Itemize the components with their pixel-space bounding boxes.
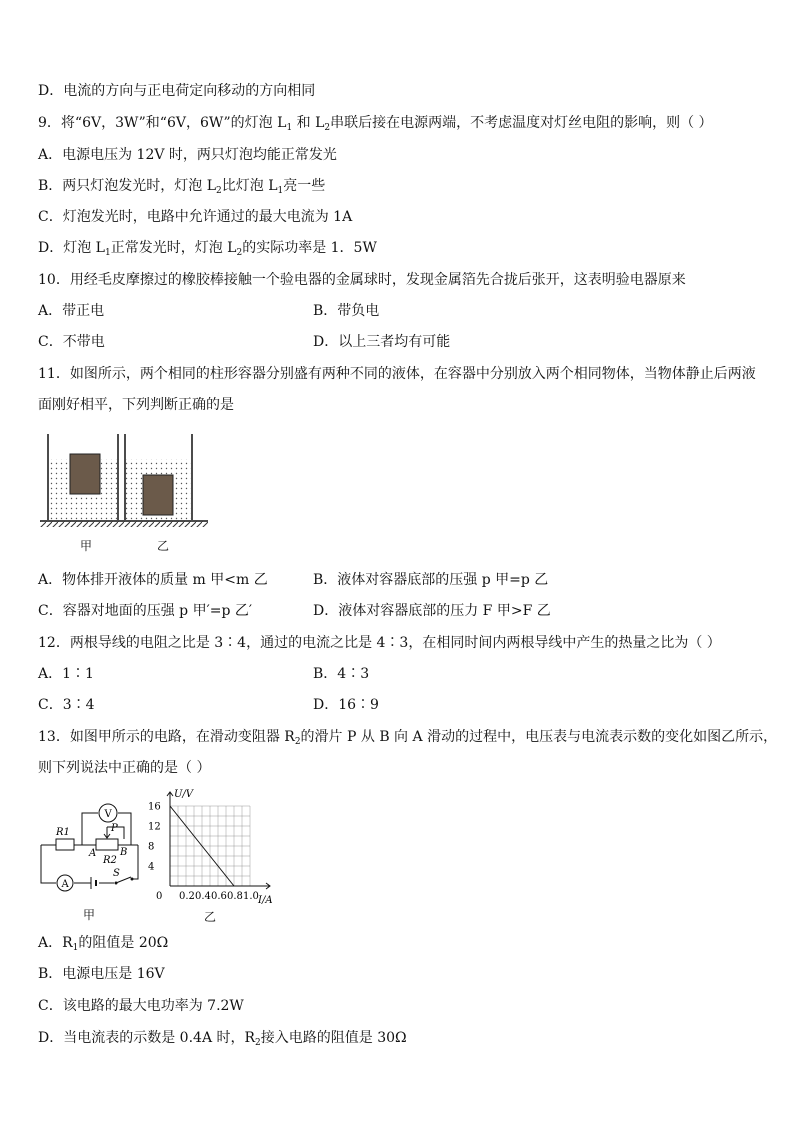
label-s: S bbox=[113, 868, 120, 879]
q13-stem-line2: 则下列说法中正确的是（ ） bbox=[38, 760, 211, 776]
q10-option-a: A．带正电 bbox=[38, 303, 105, 319]
x-tick-label: 0.4 bbox=[195, 891, 211, 902]
x-axis-label: I/A bbox=[258, 895, 273, 906]
q13-option-b: B．电源电压是 16V bbox=[38, 966, 165, 982]
object-yi bbox=[143, 475, 173, 515]
q9-stem: 9．将“6V，3W”和“6V，6W”的灯泡 $L_1$ 和 $L_2$串联后接在电源两端，不考虑温度对灯丝电阻的影响，则（ ） bbox=[38, 115, 713, 133]
q12-option-c: C．3∶4 bbox=[38, 697, 95, 713]
fig11-caption-yi: 乙 bbox=[157, 539, 170, 553]
containers-figure bbox=[40, 432, 210, 532]
y-tick-label: 16 bbox=[148, 801, 161, 813]
q13-stem-line1: 13．如图甲所示的电路，在滑动变阻器 $R_2$的滑片 P 从 B 向 A 滑动的过程中，电压表与电流表示数的变化如图乙所示， bbox=[38, 729, 778, 747]
u-i-graph bbox=[148, 786, 280, 906]
fig13-caption-jia: 甲 bbox=[83, 908, 96, 922]
q12-option-a: A．1∶1 bbox=[38, 666, 94, 682]
ground-hatch bbox=[40, 521, 208, 527]
y-tick-label: 8 bbox=[148, 841, 155, 853]
y-axis-label: U/V bbox=[174, 789, 194, 800]
q10-option-d: D．以上三者均有可能 bbox=[313, 334, 451, 350]
graph-grid bbox=[170, 806, 250, 886]
q13-option-a: A．$R_1$的阻值是 20Ω bbox=[38, 935, 169, 953]
origin-label: 0 bbox=[156, 891, 163, 902]
label-b-end: B bbox=[120, 847, 128, 858]
q13-option-d: D．当电流表的示数是 0.4A 时，$R_2$接入电路的阻值是 30Ω bbox=[38, 1030, 407, 1048]
x-tick-label: 1.0 bbox=[243, 891, 259, 902]
q11-stem-line2: 面刚好相平，下列判断正确的是 bbox=[38, 397, 234, 413]
q9-option-d: D．灯泡 $L_1$正常发光时，灯泡 $L_2$的实际功率是 1．5W bbox=[38, 240, 377, 258]
q12-option-b: B．4∶3 bbox=[313, 666, 370, 682]
q9-option-b: B．两只灯泡发光时，灯泡 $L_2$比灯泡 $L_1$亮一些 bbox=[38, 178, 326, 196]
voltmeter-label: V bbox=[104, 809, 112, 820]
q10-option-b: B．带负电 bbox=[313, 303, 380, 319]
q11-option-d: D．液体对容器底部的压力 F 甲>F 乙 bbox=[313, 603, 551, 619]
q9-option-a: A．电源电压为 12V 时，两只灯泡均能正常发光 bbox=[38, 147, 337, 163]
q11-stem-line1: 11．如图所示，两个相同的柱形容器分别盛有两种不同的液体，在容器中分别放入两个相同物体，当物体静止后两液 bbox=[38, 366, 756, 382]
q10-option-c: C．不带电 bbox=[38, 334, 105, 350]
object-jia bbox=[70, 454, 100, 494]
q9-option-c: C．灯泡发光时，电路中允许通过的最大电流为 1A bbox=[38, 209, 353, 225]
q13-option-c: C．该电路的最大电功率为 7.2W bbox=[38, 998, 244, 1014]
q12-option-d: D．16∶9 bbox=[313, 697, 379, 713]
y-tick-label: 12 bbox=[148, 821, 161, 833]
fig11-caption-jia: 甲 bbox=[80, 539, 93, 553]
resistor-r1 bbox=[56, 839, 74, 850]
q12-stem: 12．两根导线的电阻之比是 3∶4，通过的电流之比是 4∶3，在相同时间内两根导线中产生的热量之比为（ ） bbox=[38, 635, 721, 651]
x-tick-label: 0.8 bbox=[227, 891, 243, 902]
slider-p bbox=[104, 827, 110, 838]
y-tick-label: 4 bbox=[148, 861, 155, 873]
q11-option-b: B．液体对容器底部的压强 p 甲=p 乙 bbox=[313, 572, 549, 588]
label-p: P bbox=[111, 823, 118, 834]
label-r1: R1 bbox=[56, 827, 70, 838]
circuit-diagram bbox=[36, 795, 146, 900]
x-tick-label: 0.2 bbox=[179, 891, 195, 902]
x-tick-label: 0.6 bbox=[211, 891, 227, 902]
label-r2: R2 bbox=[103, 855, 117, 866]
rheostat-r2 bbox=[96, 839, 118, 850]
q8-option-d: D．电流的方向与正电荷定向移动的方向相同 bbox=[38, 83, 316, 99]
q10-stem: 10．用经毛皮摩擦过的橡胶棒接触一个验电器的金属球时，发现金属箔先合拢后张开，这表明验电器原来 bbox=[38, 272, 686, 288]
q11-option-a: A．物体排开液体的质量 m 甲<m 乙 bbox=[38, 572, 268, 588]
label-a-end: A bbox=[89, 848, 97, 859]
q11-option-c: C．容器对地面的压强 p 甲′=p 乙′ bbox=[38, 603, 253, 619]
fig13-caption-yi: 乙 bbox=[204, 910, 217, 924]
ammeter-label: A bbox=[61, 879, 69, 890]
